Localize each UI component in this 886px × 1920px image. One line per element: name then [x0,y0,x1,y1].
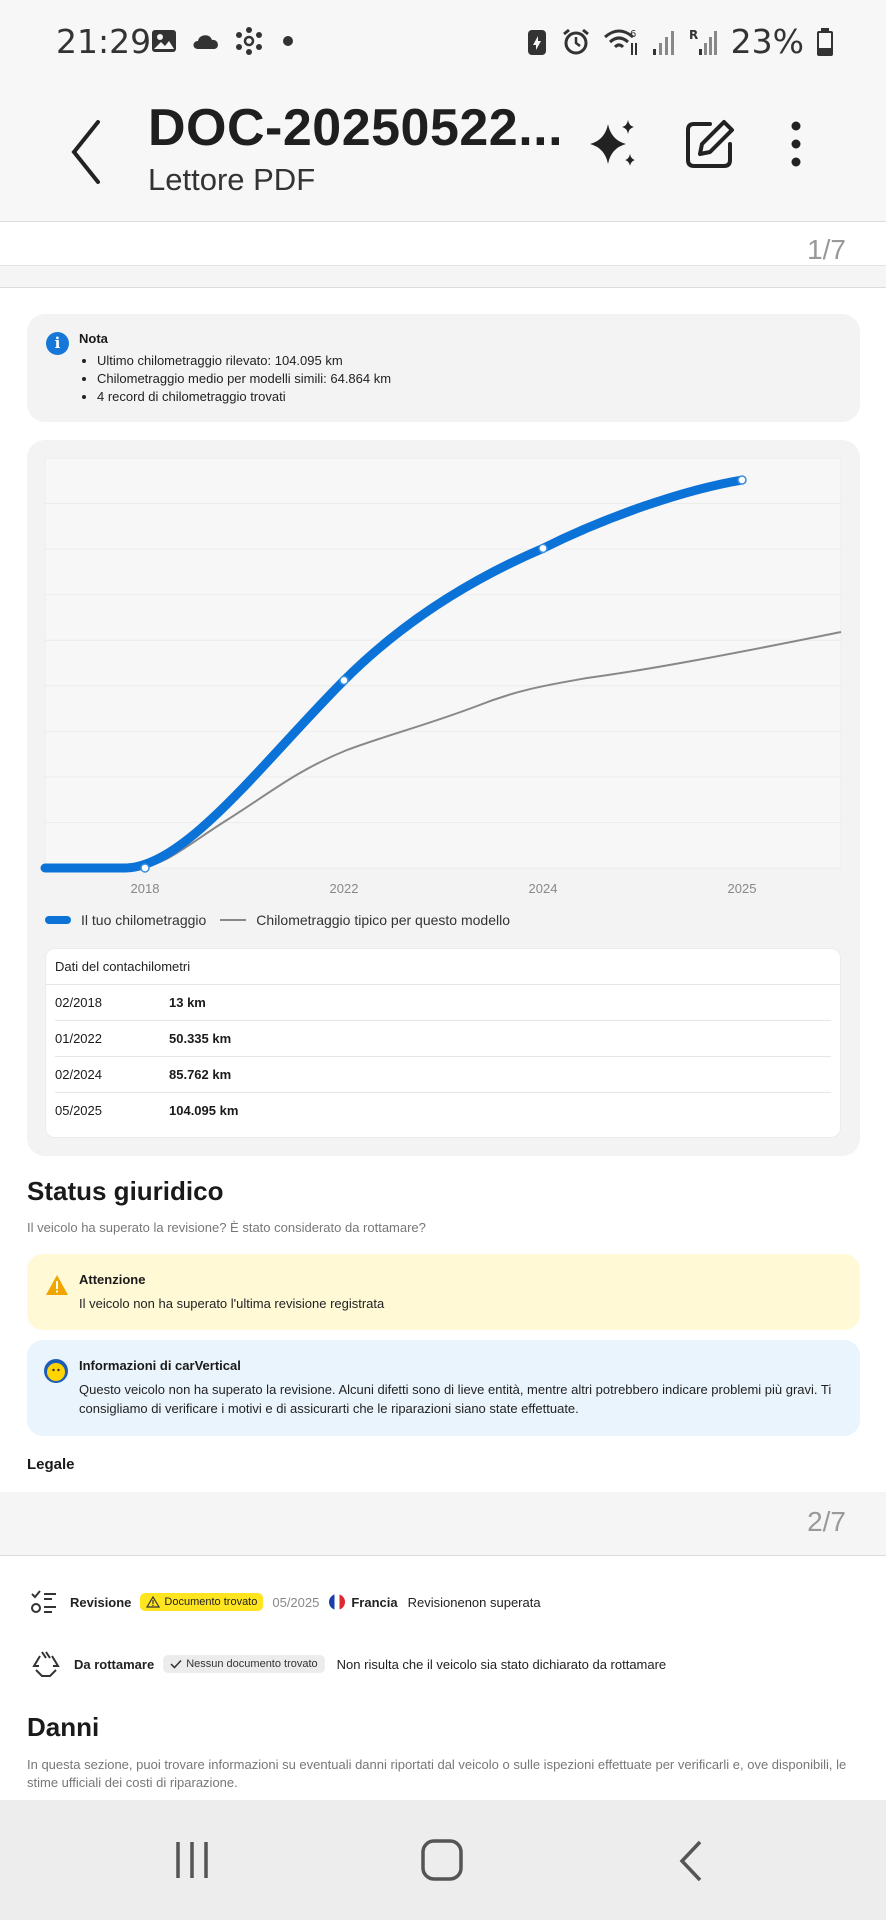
alarm-icon [561,27,591,57]
section-text-damage: In questa sezione, puoi trovare informazioni su eventuali danni riportati dal veicolo o sulle ispezioni effettuate per verificarli e, ove disponibili, le stime ufficiali dei costi di riparazione. [27,1757,847,1790]
image-icon [150,27,178,55]
svg-text:6: 6 [629,28,637,40]
row-date: 02/2018 [55,995,102,1010]
signal-roaming-icon [689,27,719,57]
signal-icon [651,27,677,57]
revision-country: Francia [351,1594,398,1610]
app-bar [0,84,886,222]
section-subtitle-legal-status: Il veicolo ha superato la revisione? È stato considerato da rottamare? [27,1220,426,1235]
legend-item-your-mileage: Il tuo chilometraggio [81,912,207,928]
status-bar [0,0,886,84]
scrap-label: Da rottamare [74,1656,155,1672]
row-date: 01/2022 [55,1031,102,1046]
cloud-icon [190,29,222,53]
wifi-icon [603,27,639,57]
data-point [539,544,547,552]
back-nav-icon[interactable] [674,1838,708,1884]
data-point [738,476,746,484]
note-card [27,314,860,422]
warning-title: Attenzione [79,1272,146,1287]
warning-card [27,1254,860,1330]
battery-percent: 23% [730,22,804,61]
note-item: • Chilometraggio medio per modelli simili: 64.864 km [97,370,391,388]
warning-text: Il veicolo non ha superato l'ultima revisione registrata [79,1296,385,1311]
carvertical-logo-icon [43,1358,69,1384]
row-km: 85.762 km [169,1067,232,1082]
warning-icon [45,1274,69,1296]
note-title: Nota [79,331,108,346]
network-icon [234,26,264,56]
mileage-chart-card [27,440,860,1156]
badge-text: Nessun documento trovato [186,1658,318,1670]
legal-label: Legale [27,1456,75,1473]
status-time: 21:29 [56,22,152,61]
page-separator [0,1492,886,1556]
table-row [55,1057,831,1093]
scrap-result: Non risulta che il veicolo sia stato dichiarato da rottamare [336,1656,667,1672]
x-tick-label: 2024 [528,881,558,896]
page-separator [0,222,886,288]
table-row [55,985,831,1021]
row-km: 50.335 km [169,1031,232,1046]
section-title-legal-status: Status giuridico [27,1176,224,1206]
legend-swatch-gray [220,919,246,921]
revision-label: Revisione [70,1594,132,1610]
legend-swatch-blue [45,916,71,924]
revision-date: 05/2025 [272,1594,320,1610]
note-list [97,352,391,406]
checklist-icon [30,1588,58,1616]
legend-item-typical-mileage: Chilometraggio tipico per questo modello [256,912,510,928]
app-subtitle: Lettore PDF [148,162,316,197]
back-icon[interactable] [62,112,112,192]
chart-legend [45,912,510,928]
dot-icon [276,29,300,53]
mileage-chart [27,440,860,910]
note-item: • Ultimo chilometraggio rilevato: 104.095 km [97,352,391,370]
note-item: • 4 record di chilometraggio trovati [97,388,391,406]
sparkle-icon[interactable] [584,114,644,174]
info-card-text: Questo veicolo non ha superato la revisione. Alcuni difetti sono di lieve entità, mentre altri potrebbero indicare problemi più gravi. Ti consigliamo di verificare i motivi e di assicurarti che le riparazioni siano state effettuate. [79,1382,832,1416]
row-date: 02/2024 [55,1067,102,1082]
home-icon[interactable] [420,1838,464,1882]
more-vert-icon[interactable] [766,114,826,174]
odometer-table [45,948,841,1138]
status-badge [140,1593,263,1611]
plot-area [45,458,841,868]
page-number: 1/7 [807,234,846,265]
row-date: 05/2025 [55,1103,102,1118]
x-tick-label: 2018 [130,881,160,896]
x-tick-label: 2025 [727,881,757,896]
check-row-revision [30,1588,541,1616]
table-row [55,1021,831,1057]
edit-icon[interactable] [680,114,740,174]
recents-icon[interactable] [172,1840,212,1880]
recycle-icon [30,1648,62,1680]
data-point [340,676,348,684]
data-point [141,864,149,872]
document-title: DOC-20250522... [148,99,564,157]
info-card-title: Informazioni di carVertical [79,1358,241,1373]
revision-result: Revisionenon superata [407,1594,541,1610]
svg-text:R: R [688,27,698,42]
carvertical-info-card [27,1340,860,1436]
section-title-damage: Danni [27,1712,100,1742]
row-km: 104.095 km [169,1103,239,1118]
battery-saver-icon [525,27,549,57]
row-km: 13 km [169,995,206,1010]
table-row [55,1093,831,1129]
badge-text: Documento trovato [164,1596,258,1608]
status-badge [163,1655,324,1673]
info-icon: i [46,332,69,355]
check-row-scrap [30,1648,666,1680]
x-tick-label: 2022 [329,881,359,896]
system-nav-bar [0,1800,886,1920]
battery-icon [816,27,834,57]
warning-icon [146,1596,160,1608]
odometer-table-title: Dati del contachilometri [46,949,840,985]
check-icon [170,1659,182,1669]
page-number: 2/7 [807,1506,846,1537]
france-flag-icon [329,1594,345,1610]
